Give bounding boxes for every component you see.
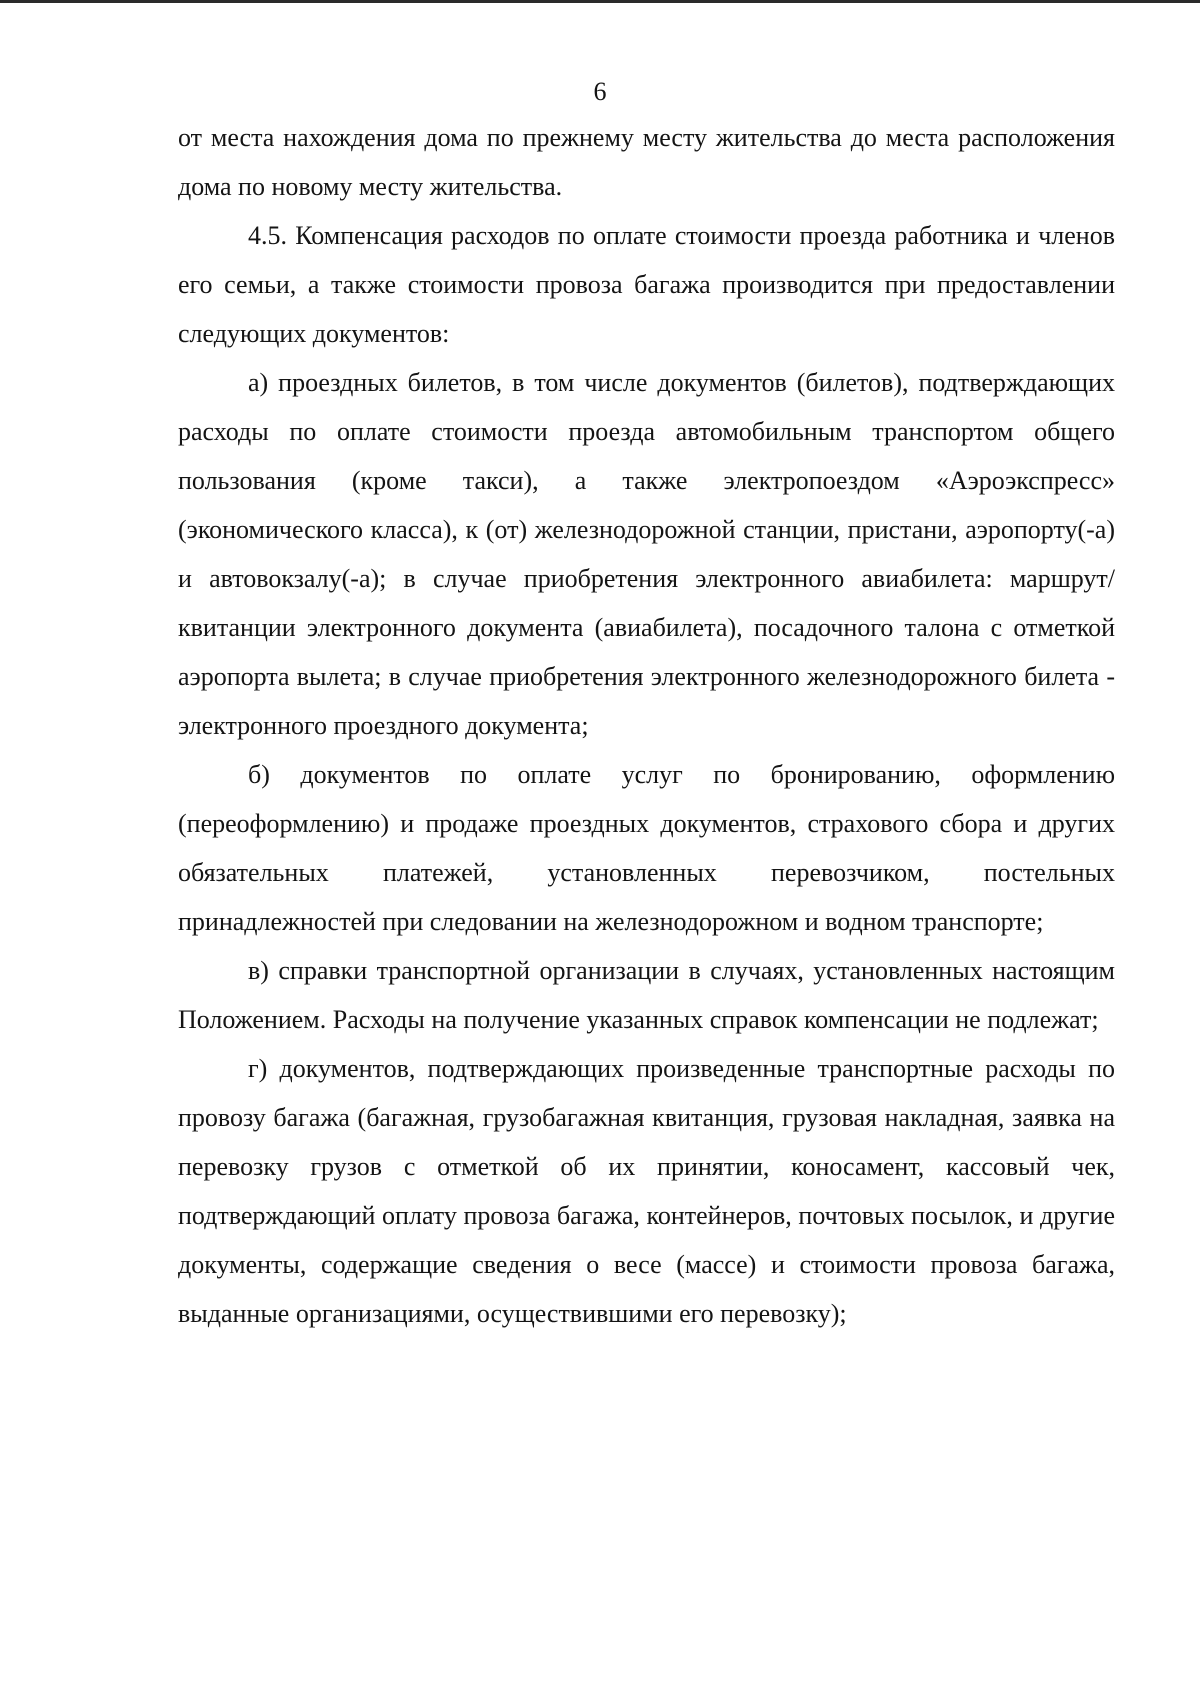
paragraph-item-b: б) документов по оплате услуг по бронированию, оформлению (переоформлению) и продаже проездных документов, страхового сбора и других обязательных платежей, установленных перевозчиком, постельных принадлежностей при следовании на железнодорожном и водном транспорте; xyxy=(178,760,1115,936)
document-body xyxy=(178,113,1115,1338)
paragraph-4-5: 4.5. Компенсация расходов по оплате стоимости проезда работника и членов его семьи, а также стоимости провоза багажа производится при предоставлении следующих документов: xyxy=(178,221,1115,348)
paragraph-item-g: г) документов, подтверждающих произведенные транспортные расходы по провозу багажа (багажная, грузобагажная квитанция, грузовая накладная, заявка на перевозку грузов с отметкой об их принятии, коносамент, кассовый чек, подтверждающий оплату провоза багажа, контейнеров, почтовых посылок, и другие документы, содержащие сведения о весе (массе) и стоимости провоза багажа, выданные организациями, осуществившими его перевозку); xyxy=(178,1054,1115,1328)
paragraph-item-v: в) справки транспортной организации в случаях, установленных настоящим Положением. Расходы на получение указанных справок компенсации не подлежат; xyxy=(178,956,1115,1034)
paragraph-item-a: а) проездных билетов, в том числе документов (билетов), подтверждающих расходы по оплате стоимости проезда автомобильным транспортом общего пользования (кроме такси), а также электропоездом «Аэроэкспресс» (экономического класса), к (от) железнодорожной станции, пристани, аэропорту(-а) и автовокзалу(-а); в случае приобретения электронного авиабилета: маршрут/квитанции электронного документа (авиабилета), посадочного талона с отметкой аэропорта вылета; в случае приобретения электронного железнодорожного билета - электронного проездного документа; xyxy=(178,368,1115,740)
paragraph-continuation: от места нахождения дома по прежнему месту жительства до места расположения дома по новому месту жительства. xyxy=(178,123,1115,201)
page-number: 6 xyxy=(593,77,607,106)
scan-top-edge xyxy=(0,0,1200,3)
